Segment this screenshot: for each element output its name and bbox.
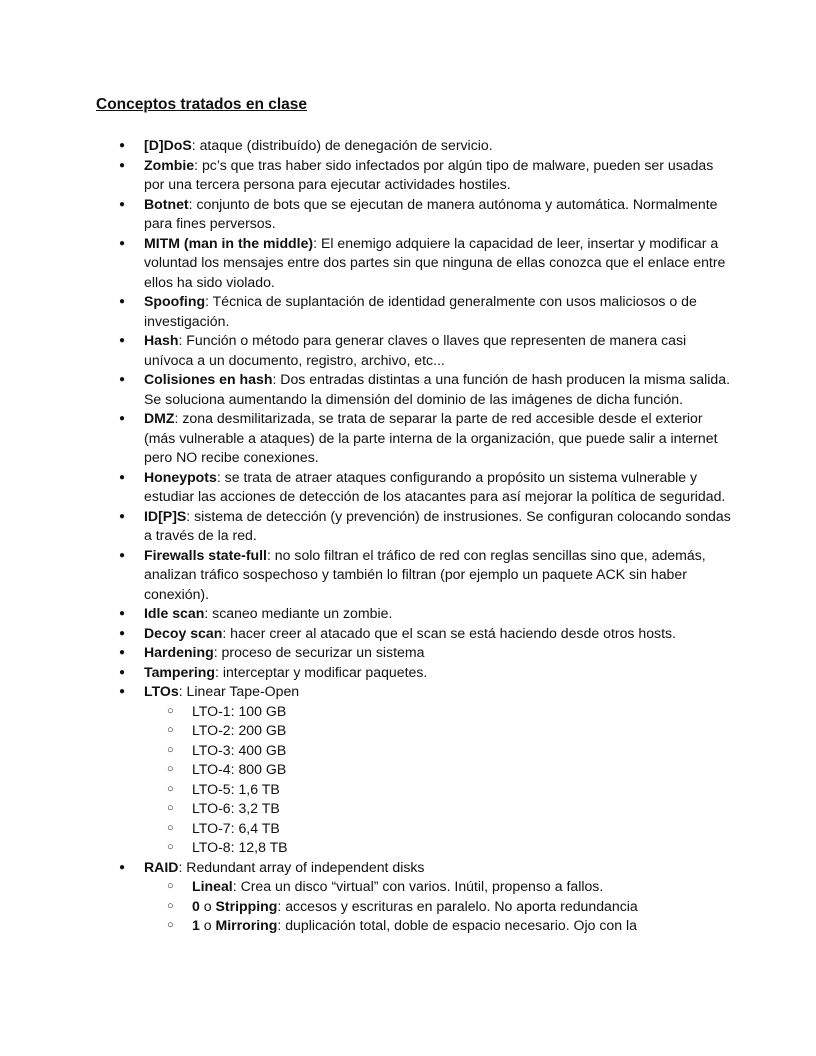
term: Spoofing [144, 293, 206, 309]
description: : Redundant array of independent disks [178, 858, 425, 875]
sublist-item: ○ LTO-6: 3,2 TB [144, 799, 734, 819]
list-item [144, 292, 734, 331]
list-item [144, 156, 734, 195]
description: : Linear Tape-Open [178, 683, 300, 699]
lto-sublist [144, 702, 734, 858]
list-item [144, 604, 734, 624]
description: : Crea un disco “virtual” con varios. Inútil, propenso a fallos. [232, 878, 604, 894]
description: : proceso de securizar un sistema [213, 644, 425, 660]
term: Mirroring [215, 917, 278, 933]
list-item [144, 136, 734, 156]
term: Honeypots [144, 468, 217, 485]
sublist-item [144, 916, 734, 936]
list-item [144, 234, 734, 293]
sublist-item: ○ LTO-3: 400 GB [144, 741, 734, 761]
raid-level: 1 [192, 917, 200, 933]
list-item [144, 507, 734, 546]
description: : Dos entradas distintas a una función de hash producen la misma salida. Se soluciona aumentando la dimensión del dominio de las imágenes de dicha función. [144, 371, 730, 407]
description: : duplicación total, doble de espacio necesario. Ojo con la [277, 917, 637, 933]
list-item [144, 624, 734, 644]
term: Decoy scan [144, 624, 223, 641]
term: DMZ [144, 410, 175, 426]
term: Stripping [215, 897, 278, 914]
term: Firewalls state-full [144, 546, 267, 563]
list-item [144, 409, 734, 468]
list-item [144, 468, 734, 507]
description: : sistema de detección (y prevención) de instrusiones. Se configuran colocando sondas a través de la red. [144, 507, 731, 543]
description: : conjunto de bots que se ejecutan de manera autónoma y automática. Normalmente para fines perversos. [144, 195, 718, 231]
description: : Función o método para generar claves o llaves que representen de manera casi unívoca a un documento, registro, archivo, etc... [144, 332, 687, 368]
term: ID[P]S [144, 507, 187, 524]
description: : se trata de atraer ataques configurando a propósito un sistema vulnerable y estudiar las acciones de detección de los atacantes para así mejorar la política de seguridad. [144, 468, 726, 504]
list-item [144, 643, 734, 663]
sublist-item: ○ LTO-2: 200 GB [144, 721, 734, 741]
list-item [144, 663, 734, 683]
description: : zona desmilitarizada, se trata de separar la parte de red accesible desde el exterior (más vulnerable a ataques) de la parte interna de la organización, que puede salir a internet pero NO recibe conexiones. [144, 410, 718, 465]
term: Colisiones en hash [144, 371, 273, 387]
sublist-item [144, 877, 734, 897]
list-item [144, 858, 734, 936]
sublist-item [144, 897, 734, 917]
raid-level: 0 [192, 897, 200, 914]
list-item [144, 331, 734, 370]
description: : scaneo mediante un zombie. [204, 605, 393, 621]
description: : pc’s que tras haber sido infectados por algún tipo de malware, pueden ser usadas por una tercera persona para ejecutar actividades hostiles. [144, 156, 714, 192]
list-item [144, 682, 734, 858]
description: : interceptar y modificar paquetes. [215, 663, 428, 680]
term: Idle scan [144, 605, 205, 621]
list-item [144, 195, 734, 234]
sublist-item: ○ LTO-8: 12,8 TB [144, 838, 734, 858]
term: Tampering [144, 663, 215, 680]
sublist-item: ○ LTO-7: 6,4 TB [144, 819, 734, 839]
description: : El enemigo adquiere la capacidad de leer, insertar y modificar a voluntad los mensajes entre dos partes sin que ninguna de ellas conozca que el enlace entre ellos ha sido violado. [144, 234, 726, 290]
description: : no solo filtran el tráfico de red con reglas sencillas sino que, además, analizan tráfico sospechoso y también lo filtran (por ejemplo un paquete ACK sin haber conexión). [144, 546, 706, 602]
connector: o [199, 897, 216, 914]
connector: o [199, 917, 216, 933]
term: Hardening [144, 644, 214, 660]
description: : hacer creer al atacado que el scan se está haciendo desde otros hosts. [222, 624, 676, 641]
term: Zombie [144, 156, 195, 173]
term: Hash [144, 332, 179, 348]
sublist-item: ○ LTO-5: 1,6 TB [144, 780, 734, 800]
sublist-item: ○ LTO-4: 800 GB [144, 760, 734, 780]
term: LTOs [144, 683, 179, 699]
term: Botnet [144, 195, 189, 212]
term: RAID [144, 858, 179, 875]
raid-sublist [144, 877, 734, 936]
page-title: Conceptos tratados en clase [96, 96, 308, 113]
description: : Técnica de suplantación de identidad generalmente con usos maliciosos o de investigación. [144, 293, 697, 329]
description: : ataque (distribuído) de denegación de servicio. [191, 137, 493, 153]
term: Lineal [192, 878, 233, 894]
list-item [144, 370, 734, 409]
description: : accesos y escrituras en paralelo. No aporta redundancia [277, 897, 638, 914]
term: MITM (man in the middle) [144, 234, 314, 251]
concept-list [144, 136, 734, 936]
list-item [144, 546, 734, 605]
sublist-item: ○ LTO-1: 100 GB [144, 702, 734, 722]
term: [D]DoS [144, 137, 192, 153]
